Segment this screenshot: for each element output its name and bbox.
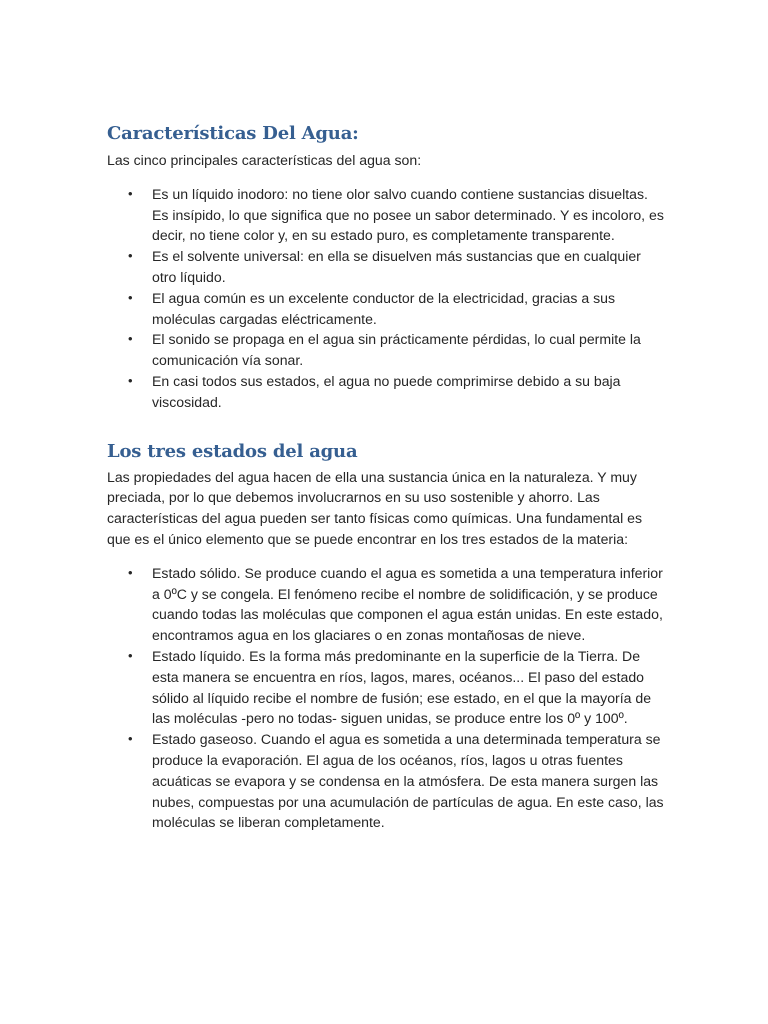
bullet-icon: • [128,248,133,264]
bullet-icon: • [128,331,133,347]
section-heading-estados: Los tres estados del agua [107,440,358,462]
section-intro-text: Las cinco principales características del agua son: [107,152,422,168]
bullet-list-estados [107,563,667,833]
list-item [107,646,667,729]
list-item-text: Es un líquido inodoro: no tiene olor salvo cuando contiene sustancias disueltas. Es insípido, lo que significa que no posee un sabor determinado. Y es incoloro, es decir, no tiene color y, en su estado puro, es completamente transparente. [152,185,664,244]
bullet-icon: • [128,289,133,305]
bullet-icon: • [128,731,133,747]
list-item-text: Estado sólido. Se produce cuando el agua es sometida a una temperatura inferior a 0ºC y se congela. El fenómeno recibe el nombre de solidificación, y se produce cuando todas las moléculas que componen el agua están unidas. En este estado, encontramos agua en los glaciares o en zonas montañosas de nieve. [152,564,663,644]
bullet-icon: • [128,372,133,388]
list-item [107,184,667,246]
bullet-icon: • [128,647,133,663]
list-item-text: Estado líquido. Es la forma más predominante en la superficie de la Tierra. De esta manera se encuentra en ríos, lagos, mares, océanos... El paso del estado sólido al líquido recibe el nombre de fusión; ese estado, en el que la mayoría de las moléculas -pero no todas- siguen unidas, se produce entre los 0º y 100º. [152,647,652,727]
list-item [107,288,667,330]
list-item [107,329,667,371]
bullet-icon: • [128,185,133,201]
list-item-text: En casi todos sus estados, el agua no puede comprimirse debido a su baja viscosidad. [152,372,621,410]
section-estados [107,440,667,834]
document-body [107,122,667,833]
list-item-text: Es el solvente universal: en ella se disuelven más sustancias que en cualquier otro líquido. [152,248,641,285]
list-item-text: El sonido se propaga en el agua sin prácticamente pérdidas, lo cual permite la comunicación vía sonar. [152,331,641,369]
section-paragraph: Las propiedades del agua hacen de ella una sustancia única en la naturaleza. Y muy preciada, por lo que debemos involucrarnos en su uso sostenible y ahorro. Las características del agua pueden ser tanto físicas como químicas. Una fundamental es que es el único elemento que se puede encontrar en los tres estados de la materia: [107,468,643,547]
bullet-list-caracteristicas [107,184,667,413]
list-item-text: El agua común es un excelente conductor de la electricidad, gracias a sus moléculas cargadas eléctricamente. [152,289,616,327]
list-item [107,371,667,413]
list-item [107,563,667,646]
bullet-icon: • [128,564,133,580]
list-item-text: Estado gaseoso. Cuando el agua es sometida a una determinada temperatura se produce la evaporación. El agua de los océanos, ríos, lagos u otras fuentes acuáticas se evapora y se condensa en la atmósfera. De esta manera surgen las nubes, compuestas por una acumulación de partículas de agua. En este caso, las moléculas se liberan completamente. [152,731,664,831]
section-heading-caracteristicas: Características Del Agua: [107,123,359,144]
list-item [107,729,667,833]
list-item [107,246,667,288]
